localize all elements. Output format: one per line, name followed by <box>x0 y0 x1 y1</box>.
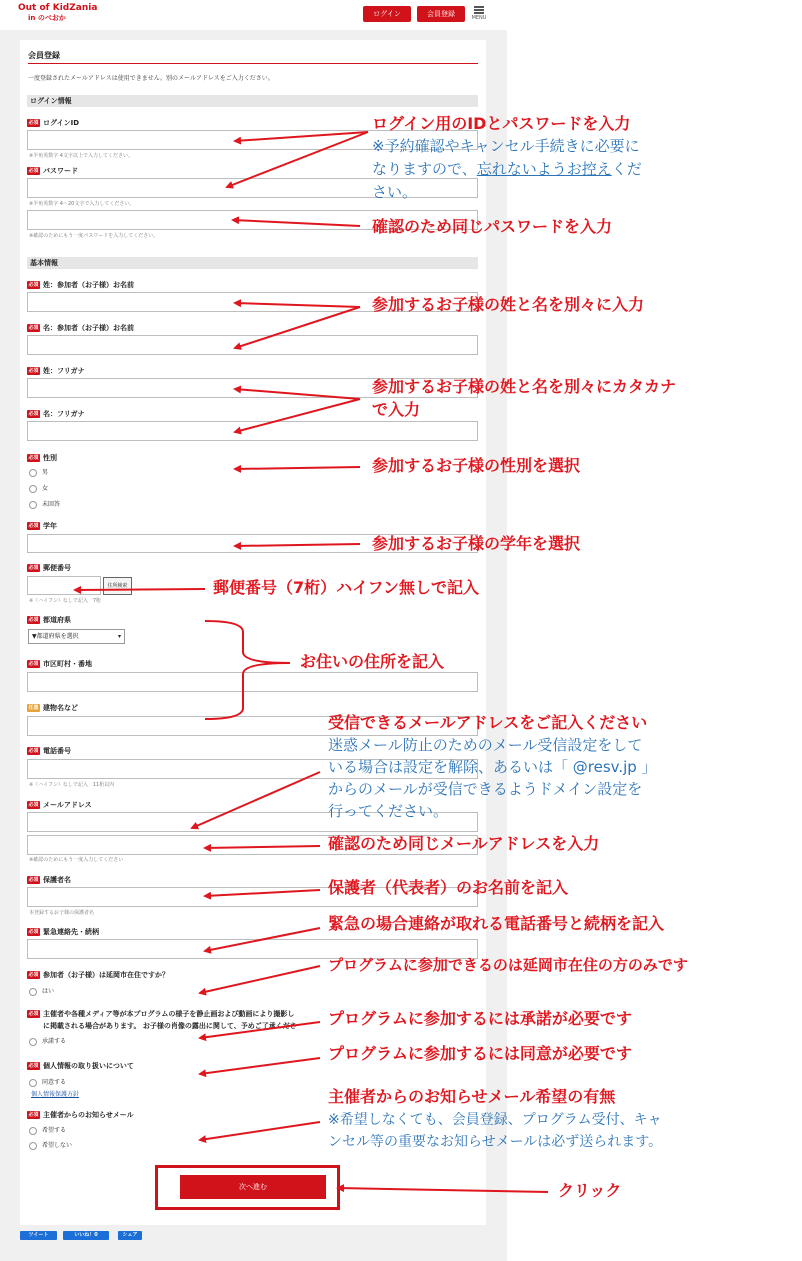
logo-line1: Out of KidZania <box>18 3 98 13</box>
arrow-postal <box>75 589 205 590</box>
annotation-guardian: 保護者（代表者）のお名前を記入 <box>328 878 569 897</box>
annotation-login-note-1: ※予約確認やキャンセル手続きに必要に <box>372 137 640 155</box>
annotation-privacy: プログラムに参加するには同意が必要です <box>328 1044 632 1063</box>
annotation-gender: 参加するお子様の性別を選択 <box>372 456 581 475</box>
annotation-email-note-4: 行ってください。 <box>328 802 449 820</box>
privacy-policy-link[interactable]: 個人情報保護方針 <box>31 1091 80 1098</box>
annotation-kana-1: 参加するお子様の姓と名を別々にカタカナ <box>372 377 677 396</box>
last-kana-label: 必須 姓：フリガナ <box>28 367 85 375</box>
basic-section-header: 基本情報 <box>27 257 478 269</box>
first-kana-label: 必須 名：フリガナ <box>28 410 85 418</box>
logo-line2: in のべおか <box>28 14 66 22</box>
like-button[interactable]: いいね！0 <box>63 1231 109 1240</box>
gender-label: 必須 性別 <box>28 454 57 462</box>
media-consent-text-2: に掲載される場合があります。 お子様の肖像の露出に関して、予めご了承くださ <box>43 1022 297 1030</box>
arrow-guardian <box>205 890 320 896</box>
annotation-login: ログイン用のIDとパスワードを入力 <box>372 114 631 133</box>
residence-option-yes[interactable]: はい <box>29 986 54 996</box>
emergency-label: 必須 緊急連絡先・続柄 <box>28 928 99 936</box>
phone-label: 必須 電話番号 <box>28 747 71 755</box>
annotation-newsletter-note-2: ンセル等の重要なお知らせメールは必ず送られます。 <box>328 1134 663 1150</box>
register-button[interactable]: 会員登録 <box>417 6 465 22</box>
arrow-newsletter <box>200 1122 320 1140</box>
arrow-residence <box>200 966 320 993</box>
password-confirm-hint: ※確認のためにもう一度パスワードを入力してください。 <box>29 233 159 239</box>
annotation-media: プログラムに参加するには承諾が必要です <box>328 1009 632 1028</box>
annotation-postal: 郵便番号（7桁）ハイフン無しで記入 <box>213 578 480 597</box>
newsletter-option-yes[interactable]: 希望する <box>29 1125 66 1135</box>
arrow-privacy <box>200 1058 320 1074</box>
arrow-click <box>338 1188 548 1192</box>
annotation-email-note-1: 迷惑メール防止のためのメール受信設定をして <box>328 736 643 754</box>
login-id-label: 必須 ログインID <box>28 119 80 127</box>
form-intro: 一度登録されたメールアドレスは使用できません。別のメールアドレスをご入力ください。 <box>28 75 274 82</box>
annotation-login-note-3: さい。 <box>372 183 418 201</box>
annotation-name: 参加するお子様の姓と名を別々に入力 <box>372 295 645 314</box>
email-label: 必須 メールアドレス <box>28 801 92 809</box>
arrow-emergency <box>205 928 320 951</box>
annotation-newsletter: 主催者からのお知らせメール希望の有無 <box>328 1087 616 1106</box>
arrow-media <box>200 1022 320 1038</box>
optional-badge: 任意 <box>28 705 39 711</box>
menu-label: MENU <box>471 15 487 21</box>
phone-hint: ※（ハイフン）なしで記入 11桁以内 <box>29 782 115 788</box>
password-label: 必須 パスワード <box>28 167 78 175</box>
annotation-kana-2: で入力 <box>372 400 421 419</box>
building-label: 任意 建物名など <box>28 704 78 712</box>
last-name-label: 必須 姓：参加者（お子様）お名前 <box>28 281 134 289</box>
guardian-hint: 本登録するお子様の保護者名 <box>29 910 95 916</box>
address-bracket <box>205 621 290 719</box>
annotation-email: 受信できるメールアドレスをご記入ください <box>328 713 648 732</box>
annotation-email-note-3: からのメールが受信できるようドメイン設定を <box>328 780 643 798</box>
first-name-label: 必須 名：参加者（お子様）お名前 <box>28 324 134 332</box>
arrow-grade <box>235 544 360 546</box>
arrow-email <box>192 772 320 828</box>
share-button[interactable]: シェア <box>118 1231 142 1240</box>
annotation-residence: プログラムに参加できるのは延岡市在住の方のみです <box>328 956 688 974</box>
arrow-email-confirm <box>205 846 320 848</box>
annotation-email-note-2: いる場合は設定を解除、あるいは「 @resv.jp 」 <box>328 758 657 776</box>
tweet-button[interactable]: ツイート <box>20 1231 57 1240</box>
arrow-last-name <box>235 303 360 307</box>
next-button[interactable]: 次へ進む <box>180 1175 326 1199</box>
privacy-option-agree[interactable]: 同意する <box>29 1077 66 1087</box>
city-label: 必須 市区町村・番地 <box>28 660 92 668</box>
arrow-last-kana <box>235 389 360 399</box>
newsletter-label: 必須 主催者からのお知らせメール <box>28 1111 134 1119</box>
postal-hint: ※（ハイフン）なしで記入 7桁 <box>29 598 102 604</box>
grade-label: 必須 学年 <box>28 522 57 530</box>
required-badge: 必須 <box>28 120 39 126</box>
media-consent-text: 必須 主催者や各種メディア等が本プログラムの様子を静止画および動画により撮影し <box>28 1010 295 1018</box>
annotation-address: お住いの住所を記入 <box>300 652 445 671</box>
guardian-label: 必須 保護者名 <box>28 876 71 884</box>
annotation-login-note-2: なりますので、忘れないようお控えくだ <box>372 160 642 178</box>
arrow-gender <box>235 467 360 469</box>
arrow-first-kana <box>235 399 360 432</box>
annotation-click: クリック <box>558 1181 622 1200</box>
email-confirm-hint: ※確認のためにもう一度入力してください <box>29 857 124 863</box>
annotation-newsletter-note-1: ※希望しなくても、会員登録、プログラム受付、キャ <box>328 1112 662 1128</box>
media-option-accept[interactable]: 承諾する <box>29 1036 66 1046</box>
chevron-down-icon: ▾ <box>117 633 121 640</box>
gender-option-unanswered[interactable]: 未回答 <box>29 499 60 509</box>
residence-question: 必須 参加者（お子様）は延岡市在住ですか？ <box>28 971 169 979</box>
form-title: 会員登録 <box>28 51 60 60</box>
annotation-grade: 参加するお子様の学年を選択 <box>372 534 581 553</box>
login-button[interactable]: ログイン <box>363 6 411 22</box>
annotation-email-confirm: 確認のため同じメールアドレスを入力 <box>328 834 600 853</box>
privacy-label: 必須 個人情報の取り扱いについて <box>28 1062 134 1070</box>
prefecture-select[interactable]: ▼都道府県を選択 ▾ <box>28 629 125 644</box>
password-hint: ※半角英数字 4～20文字で入力してください。 <box>29 201 135 207</box>
arrow-first-name <box>235 307 360 348</box>
arrow-pw-confirm <box>233 220 360 226</box>
login-id-hint: ※半角英数字 4文字以上で入力してください。 <box>29 153 133 159</box>
postal-label: 必須 郵便番号 <box>28 564 71 572</box>
gender-option-male[interactable]: 男 <box>29 467 48 477</box>
annotation-pw-confirm: 確認のため同じパスワードを入力 <box>372 217 613 236</box>
newsletter-option-no[interactable]: 希望しない <box>29 1140 72 1150</box>
prefecture-label: 必須 都道府県 <box>28 616 71 624</box>
login-section-header: ログイン情報 <box>27 95 478 107</box>
gender-option-female[interactable]: 女 <box>29 483 48 493</box>
annotation-emergency: 緊急の場合連絡が取れる電話番号と続柄を記入 <box>328 914 665 933</box>
postal-search-button[interactable]: 住所検索 <box>103 577 132 595</box>
